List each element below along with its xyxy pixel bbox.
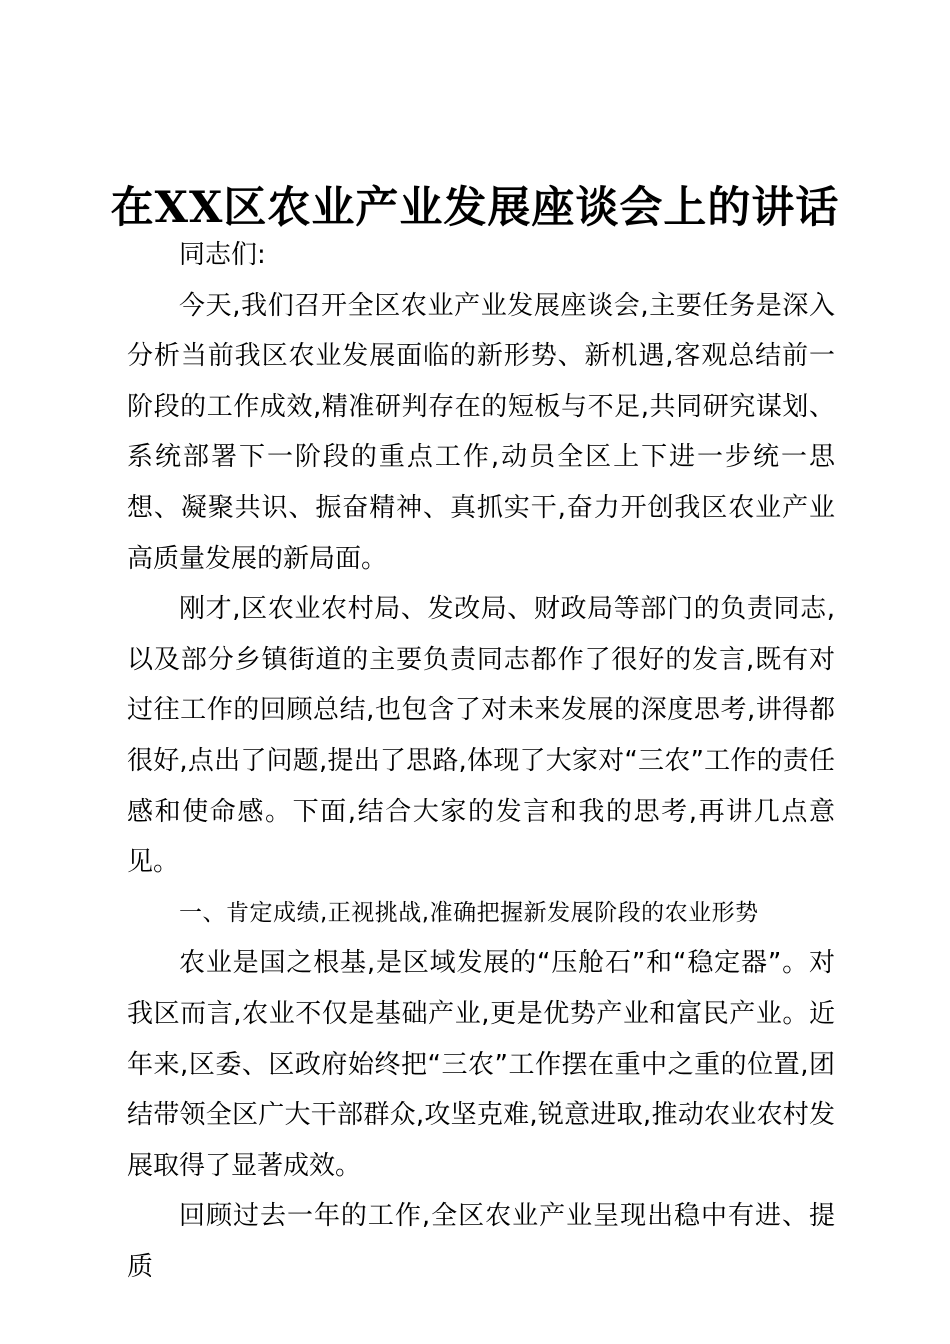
salutation: 同志们: (179, 240, 266, 270)
paragraph: 今天,我们召开全区农业产业发展座谈会,主要任务是深入分析当前我区农业发展面临的新形势、新机遇,客观总结前一阶段的工作成效,精准研判存在的短板与不足,共同研究谋划、系统部署下一阶段的重点工作,动员全区上下进一步统一思想、凝聚共识、振奋精神、真抓实干,奋力开创我区农业产业高质量发展的新局面。 (127, 290, 835, 574)
document-title: 在XX区农业产业发展座谈会上的讲话 (110, 183, 840, 233)
paragraph: 刚才,区农业农村局、发改局、财政局等部门的负责同志,以及部分乡镇街道的主要负责同志都作了很好的发言,既有对过往工作的回顾总结,也包含了对未来发展的深度思考,讲得都很好,点出了问题,提出了思路,体现了大家对“三农”工作的责任感和使命感。下面,结合大家的发言和我的思考,再讲几点意见。 (127, 594, 835, 878)
document-body (127, 230, 835, 1292)
paragraph: 农业是国之根基,是区域发展的“压舱石”和“稳定器”。对我区而言,农业不仅是基础产业,更是优势产业和富民产业。近年来,区委、区政府始终把“三农”工作摆在重中之重的位置,团结带领全区广大干部群众,攻坚克难,锐意进取,推动农业农村发展取得了显著成效。 (127, 948, 835, 1181)
paragraph: 回顾过去一年的工作,全区农业产业呈现出稳中有进、提质 (127, 1201, 835, 1282)
section-heading: 一、肯定成绩,正视挑战,准确把握新发展阶段的农业形势 (179, 899, 759, 926)
